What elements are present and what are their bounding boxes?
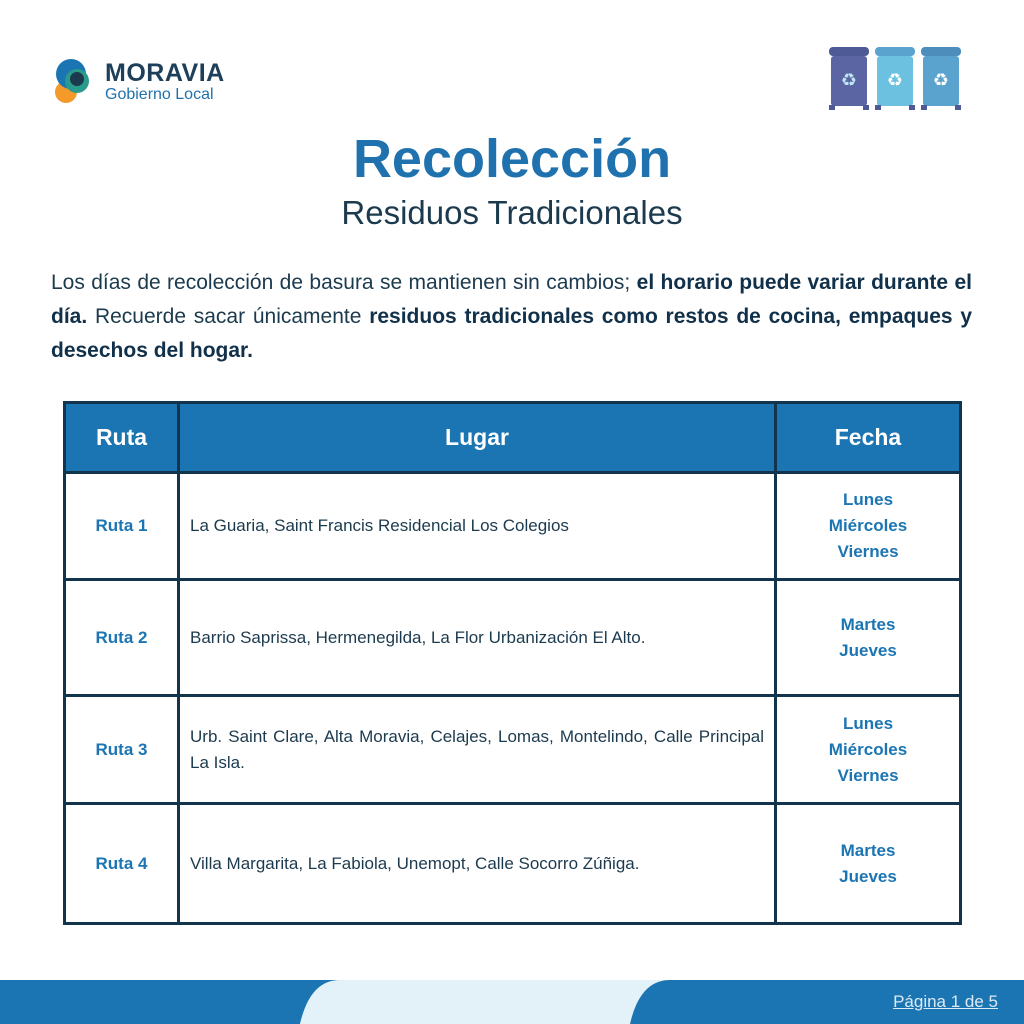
intro-bold-2: residuos tradicionales como restos de cocina, empaques y desechos del hogar. xyxy=(51,305,973,362)
route-day: Viernes xyxy=(837,765,899,785)
intro-text-1: Los días de recolección de basura se mantienen sin cambios; xyxy=(51,271,637,294)
header-ruta: Ruta xyxy=(65,403,179,473)
brand-logo xyxy=(53,57,253,107)
brand-name: MORAVIA xyxy=(105,59,225,87)
route-day: Miércoles xyxy=(828,739,908,759)
route-day: Lunes xyxy=(842,490,894,509)
route-name: Ruta 2 xyxy=(65,580,179,696)
svg-text:♻: ♻ xyxy=(840,70,858,91)
svg-text:♻: ♻ xyxy=(886,70,904,91)
page-subtitle: Residuos Tradicionales xyxy=(341,194,683,231)
route-day: Martes xyxy=(840,840,896,860)
table-row xyxy=(65,473,961,580)
recycling-bins-icon xyxy=(826,44,966,112)
page-indicator: Página 1 de 5 xyxy=(893,992,998,1011)
route-day: Viernes xyxy=(837,542,899,561)
routes-table xyxy=(63,401,962,925)
route-day: Jueves xyxy=(839,640,897,660)
route-name: Ruta 1 xyxy=(65,473,179,580)
route-days xyxy=(776,696,961,804)
table-header-row xyxy=(65,403,961,473)
route-places: Villa Margarita, La Fabiola, Unemopt, Calle Socorro Zúñiga. xyxy=(179,804,776,924)
footer-band xyxy=(0,980,1024,1024)
route-places: Barrio Saprissa, Hermenegilda, La Flor Urbanización El Alto. xyxy=(179,580,776,696)
intro-bold-1: el horario puede variar durante el día. xyxy=(51,271,973,328)
route-days xyxy=(776,804,961,924)
svg-text:♻: ♻ xyxy=(932,70,950,91)
route-day: Miércoles xyxy=(828,516,908,535)
route-days xyxy=(776,473,961,580)
table-row xyxy=(65,804,961,924)
route-day: Martes xyxy=(840,614,896,634)
recycling-bin-icon xyxy=(875,47,915,110)
route-places: Urb. Saint Clare, Alta Moravia, Celajes, Lomas, Montelindo, Calle Principal La Isla. xyxy=(179,696,776,804)
page-title: Recolección xyxy=(352,129,672,189)
header-lugar: Lugar xyxy=(179,403,776,473)
intro-paragraph xyxy=(51,266,972,368)
route-days xyxy=(776,580,961,696)
brand-subtitle: Gobierno Local xyxy=(105,86,214,103)
route-places: La Guaria, Saint Francis Residencial Los Colegios xyxy=(179,473,776,580)
route-name: Ruta 4 xyxy=(65,804,179,924)
route-day: Jueves xyxy=(839,866,897,886)
table-row xyxy=(65,696,961,804)
table-row xyxy=(65,580,961,696)
recycling-bin-icon xyxy=(921,47,961,110)
route-day: Lunes xyxy=(842,713,894,733)
recycling-bin-icon xyxy=(829,47,869,110)
header-fecha: Fecha xyxy=(776,403,961,473)
moravia-logo-icon xyxy=(53,57,103,107)
intro-text-2: Recuerde sacar únicamente xyxy=(87,305,370,328)
route-name: Ruta 3 xyxy=(65,696,179,804)
